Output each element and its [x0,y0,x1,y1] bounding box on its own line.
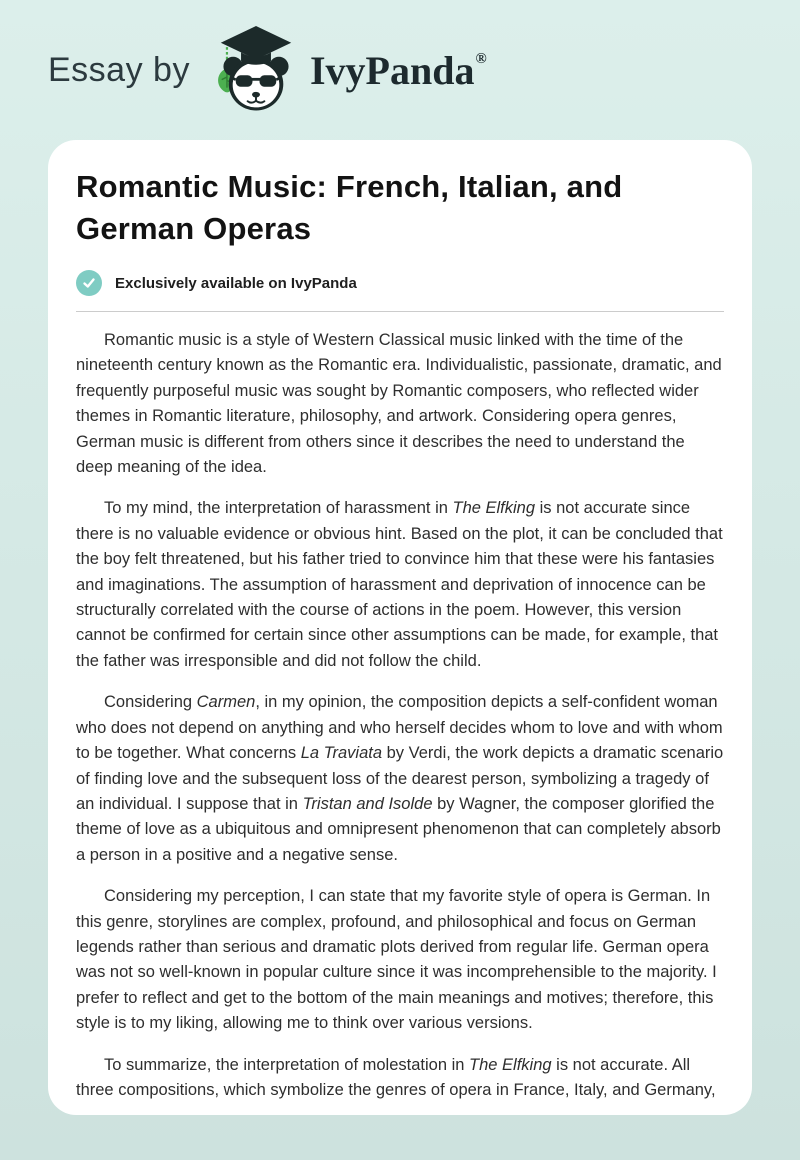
work-title-italic: Tristan and Isolde [302,794,433,813]
essay-paragraph [76,328,724,480]
check-icon [76,270,102,296]
paragraph-text: To summarize, the interpretation of molestation in [104,1055,470,1074]
paragraph-text: , in my opinion, the composition depicts a self-confident woman who does not depend on anything and who herself decides whom to love and with whom to be together. What concerns [76,693,723,763]
divider [76,311,724,312]
essay-paragraph [76,884,724,1036]
paragraph-text: is not accurate. All three compositions, which symbolize the genres of opera in France, Italy, and Germany, [76,1055,716,1099]
essay-by-label: Essay by [48,50,190,89]
essay-card [48,140,752,1115]
exclusive-badge-label: Exclusively available on IvyPanda [115,274,357,292]
paragraph-text: by Verdi, the work depicts a dramatic scenario of finding love and the subsequent loss of the dearest person, symbolizing a tragedy of an individual. I suppose that in [76,744,724,813]
work-title-italic: La Traviata [300,744,383,763]
essay-paragraph [76,1053,724,1104]
work-title-italic: The Elfking [469,1055,552,1074]
essay-body [76,328,724,1103]
essay-paragraph [76,690,724,868]
paragraph-text: by Wagner, the composer glorified the theme of love as a ubiquitous and omnipresent phenomenon that can completely absorb a person in a positive and a negative sense. [76,794,721,864]
paragraph-text: To my mind, the interpretation of harassment in [104,499,453,518]
brand-name: IvyPanda [309,47,475,93]
ivypanda-panda-logo-icon [212,24,300,116]
paragraph-text: Considering [104,693,197,712]
paragraph-text: Romantic music is a style of Western Classical music linked with the time of the nineteenth century known as the Romantic era. Individualistic, passionate, dramatic, and frequently purposeful music was sought by Romantic composers, who reflected wider themes in Romantic literature, philosophy, and artwork. Considering opera genres, German music is different from others since it describes the need to understand the deep meaning of the idea. [76,331,722,477]
page-header [0,0,800,140]
paragraph-text: is not accurate since there is no valuable evidence or obvious hint. Based on the plot, it can be concluded that the boy felt threatened, but his father tried to convince him that these were his fantasies and imaginations. The assumption of harassment and deprivation of innocence can be structurally correlated with the course of actions in the poem. However, this version cannot be confirmed for certain since other assumptions can be made, for example, that the father was irresponsible and did not follow the child. [76,499,723,670]
paragraph-text: Considering my perception, I can state that my favorite style of opera is German. In this genre, storylines are complex, profound, and philosophical and focus on German legends rather than serious and dramatic plots derived from regular life. German opera was not so well-known in popular culture since it was incomprehensible to the majority. I prefer to reflect and get to the bottom of the main meanings and motives; therefore, this style is to my liking, allowing me to think over various versions. [76,887,717,1033]
work-title-italic: Carmen [196,693,256,712]
registered-mark: ® [475,50,487,67]
brand-wordmark [310,47,487,94]
work-title-italic: The Elfking [452,499,536,518]
essay-title: Romantic Music: French, Italian, and German Operas [76,169,623,246]
essay-paragraph [76,496,724,674]
exclusive-badge [76,270,724,296]
